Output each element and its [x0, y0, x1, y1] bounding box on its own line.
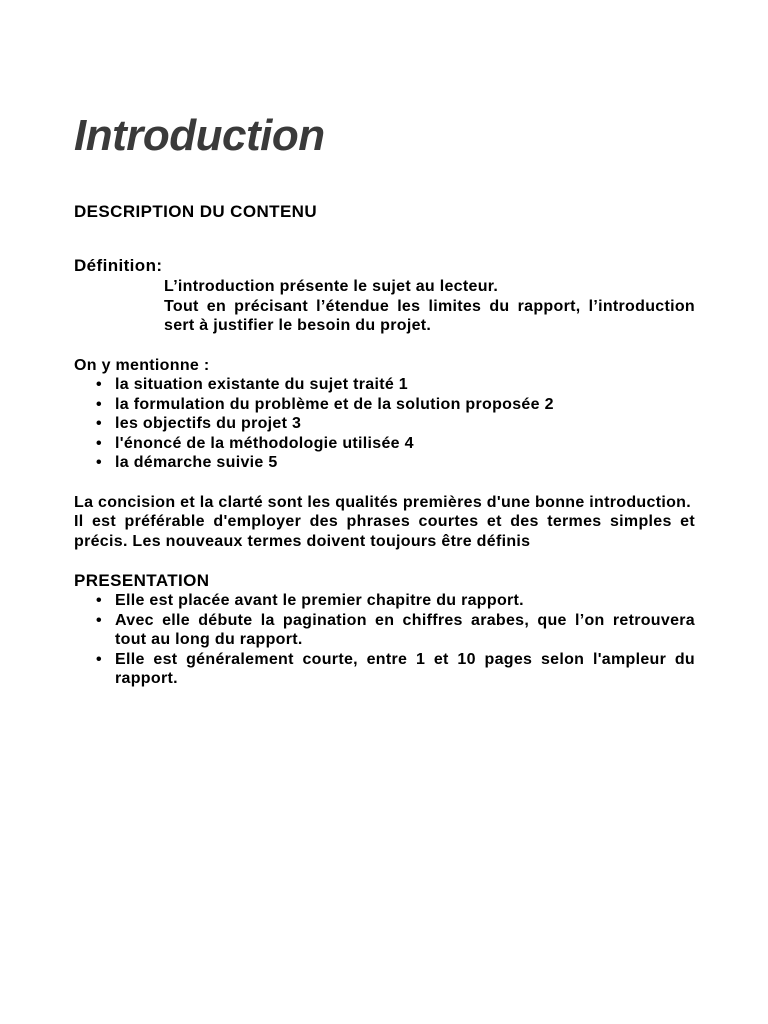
page-title: Introduction — [74, 111, 325, 160]
definition-label: Définition: — [74, 256, 163, 275]
list-item: • Elle est placée avant le premier chapitre du rapport. — [96, 591, 695, 611]
list-item: • la formulation du problème et de la solution proposée 2 — [96, 395, 695, 415]
mention-list — [74, 375, 695, 473]
list-item: • Avec elle débute la pagination en chiffres arabes, que l’on retrouvera tout au long du rapport. — [96, 611, 695, 650]
list-item: • la démarche suivie 5 — [96, 453, 695, 473]
list-item: • Elle est généralement courte, entre 1 et 10 pages selon l'ampleur du rapport. — [96, 650, 695, 689]
concision-paragraph: La concision et la clarté sont les qualités premières d'une bonne introduction. — [74, 493, 691, 511]
list-item: • l'énoncé de la méthodologie utilisée 4 — [96, 434, 695, 454]
description-heading: DESCRIPTION DU CONTENU — [74, 202, 318, 221]
document-page — [74, 108, 695, 689]
definition-line: L’introduction présente le sujet au lecteur. — [164, 278, 499, 295]
mention-intro: On y mentionne : — [74, 356, 210, 374]
presentation-heading: PRESENTATION — [74, 571, 210, 590]
list-item: • les objectifs du projet 3 — [96, 414, 695, 434]
presentation-list — [74, 591, 695, 689]
preference-paragraph: Il est préférable d'employer des phrases courtes et des termes simples et précis. Les nouveaux termes doivent toujours être définis — [74, 513, 695, 550]
list-item: • la situation existante du sujet traité 1 — [96, 375, 695, 395]
definition-line: Tout en précisant l’étendue les limites du rapport, l’introduction sert à justifier le besoin du projet. — [164, 297, 695, 334]
definition-block — [74, 277, 695, 336]
